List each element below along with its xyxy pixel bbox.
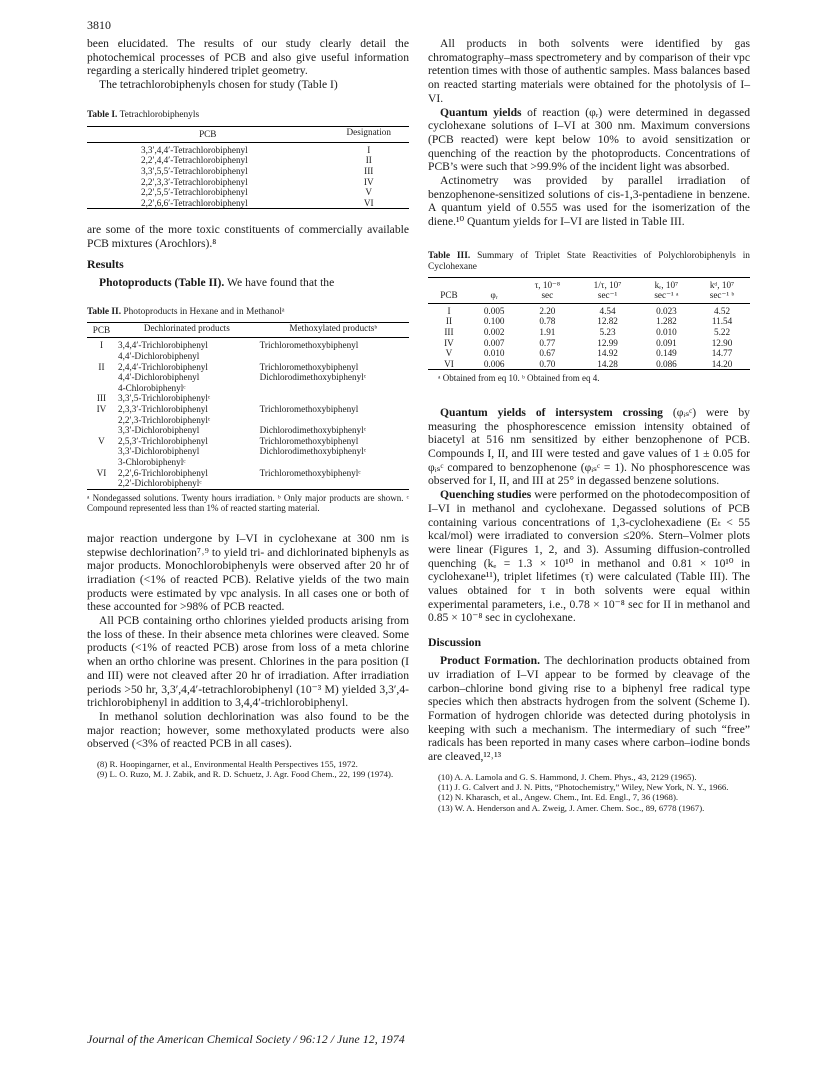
table-3-footnote: ᵃ Obtained from eq 10. ᵇ Obtained from eq 4. bbox=[438, 373, 600, 384]
table-2-cell-methoxylated: Trichloromethoxybiphenyl bbox=[259, 404, 359, 415]
table-2-cell-dechlorinated: 4,4′-Dichlorobiphenyl bbox=[117, 372, 200, 383]
table-3-cell: 5.23 bbox=[599, 327, 616, 338]
table-2-cell-dechlorinated: 2,3,3′-Trichlorobiphenyl bbox=[117, 404, 208, 415]
table-2-cell-pcb: IV bbox=[96, 404, 107, 415]
table-1-label: Table I. bbox=[87, 109, 118, 120]
table-row bbox=[87, 338, 409, 351]
table-2-footnote: ᵃ Nondegassed solutions. Twenty hours irradiation. ᵇ Only major products are shown. ᶜ Compound represented less than 1% of reacted starting material. bbox=[87, 492, 409, 514]
photoproducts-paragraph bbox=[87, 276, 409, 290]
table-3-header-top: 1/τ, 10⁷ bbox=[593, 279, 622, 290]
table-2-cell-pcb bbox=[87, 425, 116, 436]
table-1-cell-designation: III bbox=[364, 166, 374, 176]
table-1-header: PCB bbox=[199, 129, 217, 140]
products-paragraph: All products in both solvents were identified by gas chromatography–mass spectrometery and by comparison of their vpc retention times with those of authentic samples. Mass balances based on reacted starting materials were obtained for the photolysis of I–VI. bbox=[428, 37, 750, 105]
table-3-cell: 0.091 bbox=[656, 337, 677, 348]
table-3-cell: 11.54 bbox=[711, 316, 733, 327]
after-table-paragraph: are some of the more toxic constituents of commercially available PCB mixtures (Arochlors).⁸ bbox=[87, 223, 409, 251]
ortho-paragraph: All PCB containing ortho chlorines yielded products arising from the loss of these. In their absence meta chlorines were cleaved. Some products (<1% of reacted PCB) arose from loss of a meta chlorine when an ortho chlorine was present. Chlorines in the para position (I and III) were not cleaved after 20 hr of irradiation. After irradiation periods >50 hr, 3,3′,4,4′-tetrachlorobiphenyl (10⁻³ M) yielded 3,3′,4-trichlorobiphenyl in addition to 3,4,4′-trichlorobiphenyl. bbox=[87, 614, 409, 710]
table-2-cell-methoxylated bbox=[258, 351, 409, 362]
table-3-header: sec bbox=[541, 290, 554, 301]
table-3-cell: VI bbox=[444, 358, 454, 369]
table-row bbox=[87, 177, 409, 188]
table-row bbox=[87, 187, 409, 198]
table-2-cell-pcb bbox=[87, 383, 116, 394]
table-row bbox=[87, 415, 409, 426]
product-formation-text: The dechlorination products obtained from uv irradiation of I–VI appear to be formed by cleavage of the carbon–chlorine bond giving rise to a biphenyl free radical type species which then abstracts hydrogen from the solvent (Scheme I). Formation of hydrogen chloride was detected during photolysis in keeping with such a mechanism. The intermediary of such “free” radicals has been reported in many cases where carbon–iodine bonds are cleaved,¹²˒¹³ bbox=[428, 654, 750, 764]
quantum-yield-paragraph bbox=[428, 106, 750, 175]
table-2-cell-dechlorinated: 4,4′-Dichlorobiphenyl bbox=[117, 351, 200, 362]
table-row bbox=[87, 198, 409, 209]
table-row bbox=[87, 372, 409, 383]
table-2-cell-methoxylated: Dichlorodimethoxybiphenylᶜ bbox=[259, 425, 367, 436]
table-row bbox=[87, 362, 409, 373]
table-row bbox=[87, 166, 409, 177]
table-row bbox=[87, 478, 409, 489]
table-1-cell-pcb: 3,3′,5,5′-Tetrachlorobiphenyl bbox=[141, 166, 248, 176]
table-2-title: Photoproducts in Hexane and in Methanolᵃ bbox=[123, 307, 285, 318]
methanol-paragraph: In methanol solution dechlorination was also found to be the major reaction; however, some methoxylated products were also observed (<3% of reacted PCB in all cases). bbox=[87, 709, 409, 751]
table-3-cell: 0.023 bbox=[656, 305, 677, 316]
table-3-cell: V bbox=[445, 348, 453, 359]
table-3-cell: 1.91 bbox=[539, 327, 556, 338]
table-1-cell-designation: V bbox=[365, 187, 373, 198]
reference-8: (8) R. Hoopingarner, et al., Environmental Health Perspectives 155, 1972. bbox=[97, 759, 358, 770]
table-2-header: Methoxylated productsᵇ bbox=[289, 322, 378, 333]
table-2-cell-methoxylated bbox=[258, 383, 409, 394]
table-row bbox=[87, 404, 409, 415]
table-3-cell: 1.282 bbox=[656, 316, 677, 327]
table-2-cell-pcb: V bbox=[98, 435, 105, 446]
table-3-cell: 0.002 bbox=[483, 327, 505, 338]
table-2-cell-dechlorinated: 3,4,4′-Trichlorobiphenyl bbox=[117, 340, 208, 351]
table-row bbox=[428, 303, 750, 316]
table-3-header-top: τ, 10⁻⁸ bbox=[534, 279, 561, 290]
table-2-cell-dechlorinated: 2,2′-Dichlorobiphenylᶜ bbox=[117, 478, 202, 489]
table-1-cell-designation: II bbox=[365, 155, 372, 166]
table-3-cell: 0.70 bbox=[539, 358, 556, 369]
table-3-cell: III bbox=[444, 327, 454, 338]
table-2-cell-pcb bbox=[87, 446, 116, 457]
table-1-cell-pcb: 2,2′,5,5′-Tetrachlorobiphenyl bbox=[141, 187, 248, 198]
table-3-cell: 0.67 bbox=[539, 348, 556, 359]
table-2-cell-methoxylated bbox=[258, 457, 409, 468]
table-3-cell: 0.149 bbox=[656, 348, 677, 359]
table-3-cell: 4.54 bbox=[599, 305, 616, 316]
table-2-cell-methoxylated: Dichlorodimethoxybiphenylᶜ bbox=[259, 446, 367, 457]
table-3-header-top bbox=[470, 277, 518, 290]
table-3-cell: 14.20 bbox=[711, 358, 733, 369]
table-3-cell: 12.99 bbox=[597, 337, 618, 348]
quantum-yield-text: of reaction (φᵣ) were determined in degassed cyclohexane solutions of I–VI at 300 nm. Maximum conversions (PCB reacted) were kept below 10% to avoid sensitization or quenching of the reaction by the photoproducts. Concentrations of PCB’s were such that >99.9% of the incident light was absorbed. bbox=[428, 105, 750, 174]
table-3-cell: 5.22 bbox=[713, 327, 731, 338]
table-1-cell-designation: VI bbox=[363, 197, 374, 208]
table-1-cell-pcb: 2,2′,4,4′-Tetrachlorobiphenyl bbox=[141, 155, 248, 166]
table-1 bbox=[87, 110, 409, 210]
table-row bbox=[428, 338, 750, 349]
quenching-text: were performed on the photodecomposition of I–VI in methanol and cyclohexane. Degassed solutions of PCB containing various concentrations of 1,3-cyclohexadiene (Eₜ < 55 kcal/mol) were irradiated to conversion ≤20%. Stern–Volmer plots were linear (Figures 1, 2, and 3). Assuming diffusion-controlled quenching (kₑ = 1.3 × 10¹⁰ in methanol and 0.81 × 10¹⁰ in cyclohexane¹¹), triplet lifetimes (τ) were calculated (Table III). The values obtained for τ in both solvents were equal within experimental parameters, i.e., 0.78 × 10⁻⁸ sec for II in methanol and 0.85 × 10⁻⁸ sec in cyclohexane. bbox=[428, 488, 751, 625]
product-formation-paragraph bbox=[428, 654, 750, 764]
table-1-title: Tetrachlorobiphenyls bbox=[119, 109, 200, 120]
table-2-cell-pcb bbox=[87, 478, 116, 489]
reference-12: (12) N. Kharasch, et al., Angew. Chem., Int. Ed. Engl., 7, 36 (1968). bbox=[438, 792, 679, 803]
left-references bbox=[87, 759, 409, 780]
table-3-cell: 0.007 bbox=[483, 337, 505, 348]
table-2-cell-pcb: III bbox=[96, 393, 107, 404]
table-3-header: sec⁻¹ ᵇ bbox=[709, 290, 735, 301]
section-heading-results: Results bbox=[87, 256, 124, 271]
table-2-cell-methoxylated: Trichloromethoxybiphenyl bbox=[259, 435, 359, 446]
journal-footer: Journal of the American Chemical Society / 96:12 / June 12, 1974 bbox=[87, 1032, 405, 1046]
table-3-cell: 14.92 bbox=[597, 348, 618, 359]
table-row bbox=[87, 155, 409, 166]
table-3-header-top bbox=[428, 277, 470, 290]
table-2-cell-pcb bbox=[87, 372, 116, 383]
table-3-header-top: kᵈ, 10⁷ bbox=[709, 279, 735, 290]
table-2-cell-dechlorinated: 3,3′,5-Trichlorobiphenylᶜ bbox=[117, 393, 211, 404]
table-2-cell-pcb: I bbox=[99, 340, 104, 351]
table-row bbox=[428, 316, 750, 327]
table-2-label: Table II. bbox=[87, 307, 122, 318]
table-3-header: sec⁻¹ bbox=[597, 290, 618, 301]
isc-paragraph bbox=[428, 406, 750, 488]
table-3-cell: 0.010 bbox=[656, 327, 677, 338]
table-3-grid bbox=[428, 277, 750, 371]
table-2-cell-methoxylated bbox=[258, 415, 409, 426]
table-2-cell-dechlorinated: 4-Chlorobiphenylᶜ bbox=[117, 382, 186, 393]
table-3-cell: II bbox=[445, 316, 453, 327]
table-2-cell-methoxylated bbox=[258, 393, 409, 404]
table-2-cell-methoxylated: Trichloromethoxybiphenyl bbox=[259, 340, 359, 351]
table-2 bbox=[87, 307, 409, 513]
photoproducts-text: We have found that the bbox=[227, 275, 335, 289]
table-1-cell-designation: I bbox=[367, 144, 371, 155]
table-2-cell-pcb bbox=[87, 351, 116, 362]
table-3-label: Table III. bbox=[428, 250, 471, 261]
table-row bbox=[87, 468, 409, 479]
table-3-cell: 14.28 bbox=[597, 358, 618, 369]
table-2-grid bbox=[87, 322, 409, 490]
right-references bbox=[428, 772, 750, 813]
major-reaction-paragraph: major reaction undergone by I–VI in cyclohexane at 300 nm is stepwise dechlorination⁷˒⁹ to yield tri- and dichlorinated biphenyls as major products. Monochlorobiphenyls were observed after 20 hr of irradiation (<1% of reacted PCB). Relative yields of the two main products were estimated by vpc analysis. In all cases one or both of these accounted for >98% of PCB reacted. bbox=[87, 531, 409, 614]
table-1-grid bbox=[87, 126, 409, 209]
reference-9: (9) L. O. Ruzo, M. J. Zabik, and R. D. Schuetz, J. Agr. Food Chem., 22, 199 (1974). bbox=[97, 769, 394, 780]
actinometry-paragraph: Actinometry was provided by parallel irradiation of benzophenone-sensitized solutions of cis-1,3-pentadiene in benzene. A quantum yield of 0.555 was used for the isomerization of the diene.¹⁰ Quantum yields for I–VI are listed in Table III. bbox=[428, 174, 750, 229]
table-3-header-top: kᵣ, 10⁷ bbox=[654, 279, 679, 290]
table-1-caption bbox=[87, 110, 409, 121]
table-1-header: Designation bbox=[346, 127, 391, 138]
table-3-cell: IV bbox=[444, 337, 454, 348]
reference-13: (13) W. A. Henderson and A. Zweig, J. Amer. Chem. Soc., 89, 6778 (1967). bbox=[438, 802, 705, 813]
table-3-cell: 0.005 bbox=[483, 305, 505, 316]
table-3 bbox=[428, 251, 750, 384]
intro-paragraph-2: The tetrachlorobiphenyls chosen for study (Table I) bbox=[99, 78, 338, 92]
table-2-cell-methoxylated: Dichlorodimethoxybiphenylᶜ bbox=[259, 372, 367, 383]
right-column bbox=[428, 37, 750, 813]
table-2-cell-dechlorinated: 2,2′,6-Trichlorobiphenyl bbox=[117, 467, 208, 478]
table-2-cell-pcb bbox=[87, 415, 116, 426]
table-1-cell-designation: IV bbox=[363, 176, 374, 187]
table-row bbox=[428, 327, 750, 338]
table-3-cell: 0.010 bbox=[483, 348, 505, 359]
isc-text: (φᵢₛᶜ) were by measuring the phosphorescence emission intensity obtained of biacetyl at 516 nm sensitized by either benzophenone of PCB. Compounds I, II, and III were tested and gave values of 1 ± 0.05 for φᵢₛᶜ compared to benzophenone (φᵢₛᶜ = 1). No phosphorescence was observed for I, II, and III at 25° in degassed benzene solutions. bbox=[428, 405, 750, 488]
table-2-cell-pcb: VI bbox=[96, 467, 107, 478]
table-2-cell-pcb: II bbox=[98, 361, 105, 372]
table-row bbox=[428, 359, 750, 370]
table-row bbox=[87, 142, 409, 155]
table-row bbox=[87, 457, 409, 468]
photoproducts-heading: Photoproducts (Table II). bbox=[99, 275, 225, 289]
table-row bbox=[87, 446, 409, 457]
table-2-cell-dechlorinated: 3,3′-Dichlorobiphenyl bbox=[117, 425, 200, 436]
table-row bbox=[428, 348, 750, 359]
table-3-header: φᵣ bbox=[490, 290, 498, 301]
reference-11: (11) J. G. Calvert and J. N. Pitts, “Photochemistry,” Wiley, New York, N. Y., 1966. bbox=[438, 782, 729, 793]
table-1-cell-pcb: 2,2′,3,3′-Tetrachlorobiphenyl bbox=[141, 176, 248, 187]
table-2-cell-dechlorinated: 3-Chlorobiphenylᶜ bbox=[117, 457, 186, 468]
reference-10: (10) A. A. Lamola and G. S. Hammond, J. Chem. Phys., 43, 2129 (1965). bbox=[438, 771, 697, 782]
intro-paragraph: been elucidated. The results of our study clearly detail the photochemical processes of PCB and also give useful information regarding a sterically hindered triplet geometry. bbox=[87, 37, 409, 78]
table-1-cell-pcb: 3,3′,4,4′-Tetrachlorobiphenyl bbox=[141, 144, 248, 155]
product-formation-heading: Product Formation. bbox=[440, 654, 540, 668]
table-2-cell-dechlorinated: 3,3′-Dichlorobiphenyl bbox=[117, 446, 200, 457]
table-3-cell: 14.77 bbox=[711, 348, 733, 359]
table-3-header: PCB bbox=[440, 290, 458, 301]
table-row bbox=[87, 436, 409, 447]
table-2-cell-pcb bbox=[87, 457, 116, 468]
table-3-cell: 12.82 bbox=[597, 316, 618, 327]
quenching-paragraph bbox=[428, 488, 750, 625]
table-2-cell-methoxylated bbox=[258, 478, 409, 489]
table-3-cell: 0.086 bbox=[656, 358, 677, 369]
table-1-cell-pcb: 2,2′,6,6′-Tetrachlorobiphenyl bbox=[141, 197, 248, 208]
table-2-header: Dechlorinated products bbox=[143, 322, 230, 333]
table-3-cell: 0.100 bbox=[483, 316, 505, 327]
table-3-cell: 4.52 bbox=[713, 305, 731, 316]
table-2-cell-dechlorinated: 2,5,3′-Trichlorobiphenyl bbox=[117, 435, 208, 446]
table-3-cell: I bbox=[447, 305, 451, 316]
table-3-cell: 0.78 bbox=[539, 316, 556, 327]
table-3-cell: 0.77 bbox=[539, 337, 556, 348]
table-row bbox=[87, 393, 409, 404]
table-2-cell-methoxylated: Trichloromethoxybiphenyl bbox=[259, 361, 359, 372]
table-3-header: sec⁻¹ ᵃ bbox=[654, 290, 679, 301]
page-number: 3810 bbox=[87, 18, 111, 32]
quenching-heading: Quenching studies bbox=[440, 488, 532, 502]
table-row bbox=[87, 425, 409, 436]
table-3-caption bbox=[428, 251, 750, 274]
table-row bbox=[87, 351, 409, 362]
table-2-cell-methoxylated: Trichloromethoxybiphenylᶜ bbox=[259, 467, 361, 478]
section-heading-discussion: Discussion bbox=[428, 635, 482, 650]
table-2-header: PCB bbox=[92, 324, 111, 335]
table-3-title: Summary of Triplet State Reactivities of Polychlorobiphenyls in Cyclohexane bbox=[428, 250, 750, 273]
table-3-cell: 12.90 bbox=[711, 337, 733, 348]
table-2-caption bbox=[87, 307, 409, 318]
quantum-yield-heading: Quantum yields bbox=[440, 105, 522, 119]
table-3-cell: 0.006 bbox=[483, 358, 505, 369]
table-row bbox=[87, 383, 409, 394]
isc-heading: Quantum yields of intersystem crossing bbox=[440, 405, 663, 419]
table-2-cell-dechlorinated: 2,2′,3-Trichlorobiphenylᶜ bbox=[117, 414, 211, 425]
left-column bbox=[87, 37, 409, 780]
table-3-cell: 2.20 bbox=[539, 305, 556, 316]
table-2-cell-dechlorinated: 2,4,4′-Trichlorobiphenyl bbox=[117, 361, 208, 372]
